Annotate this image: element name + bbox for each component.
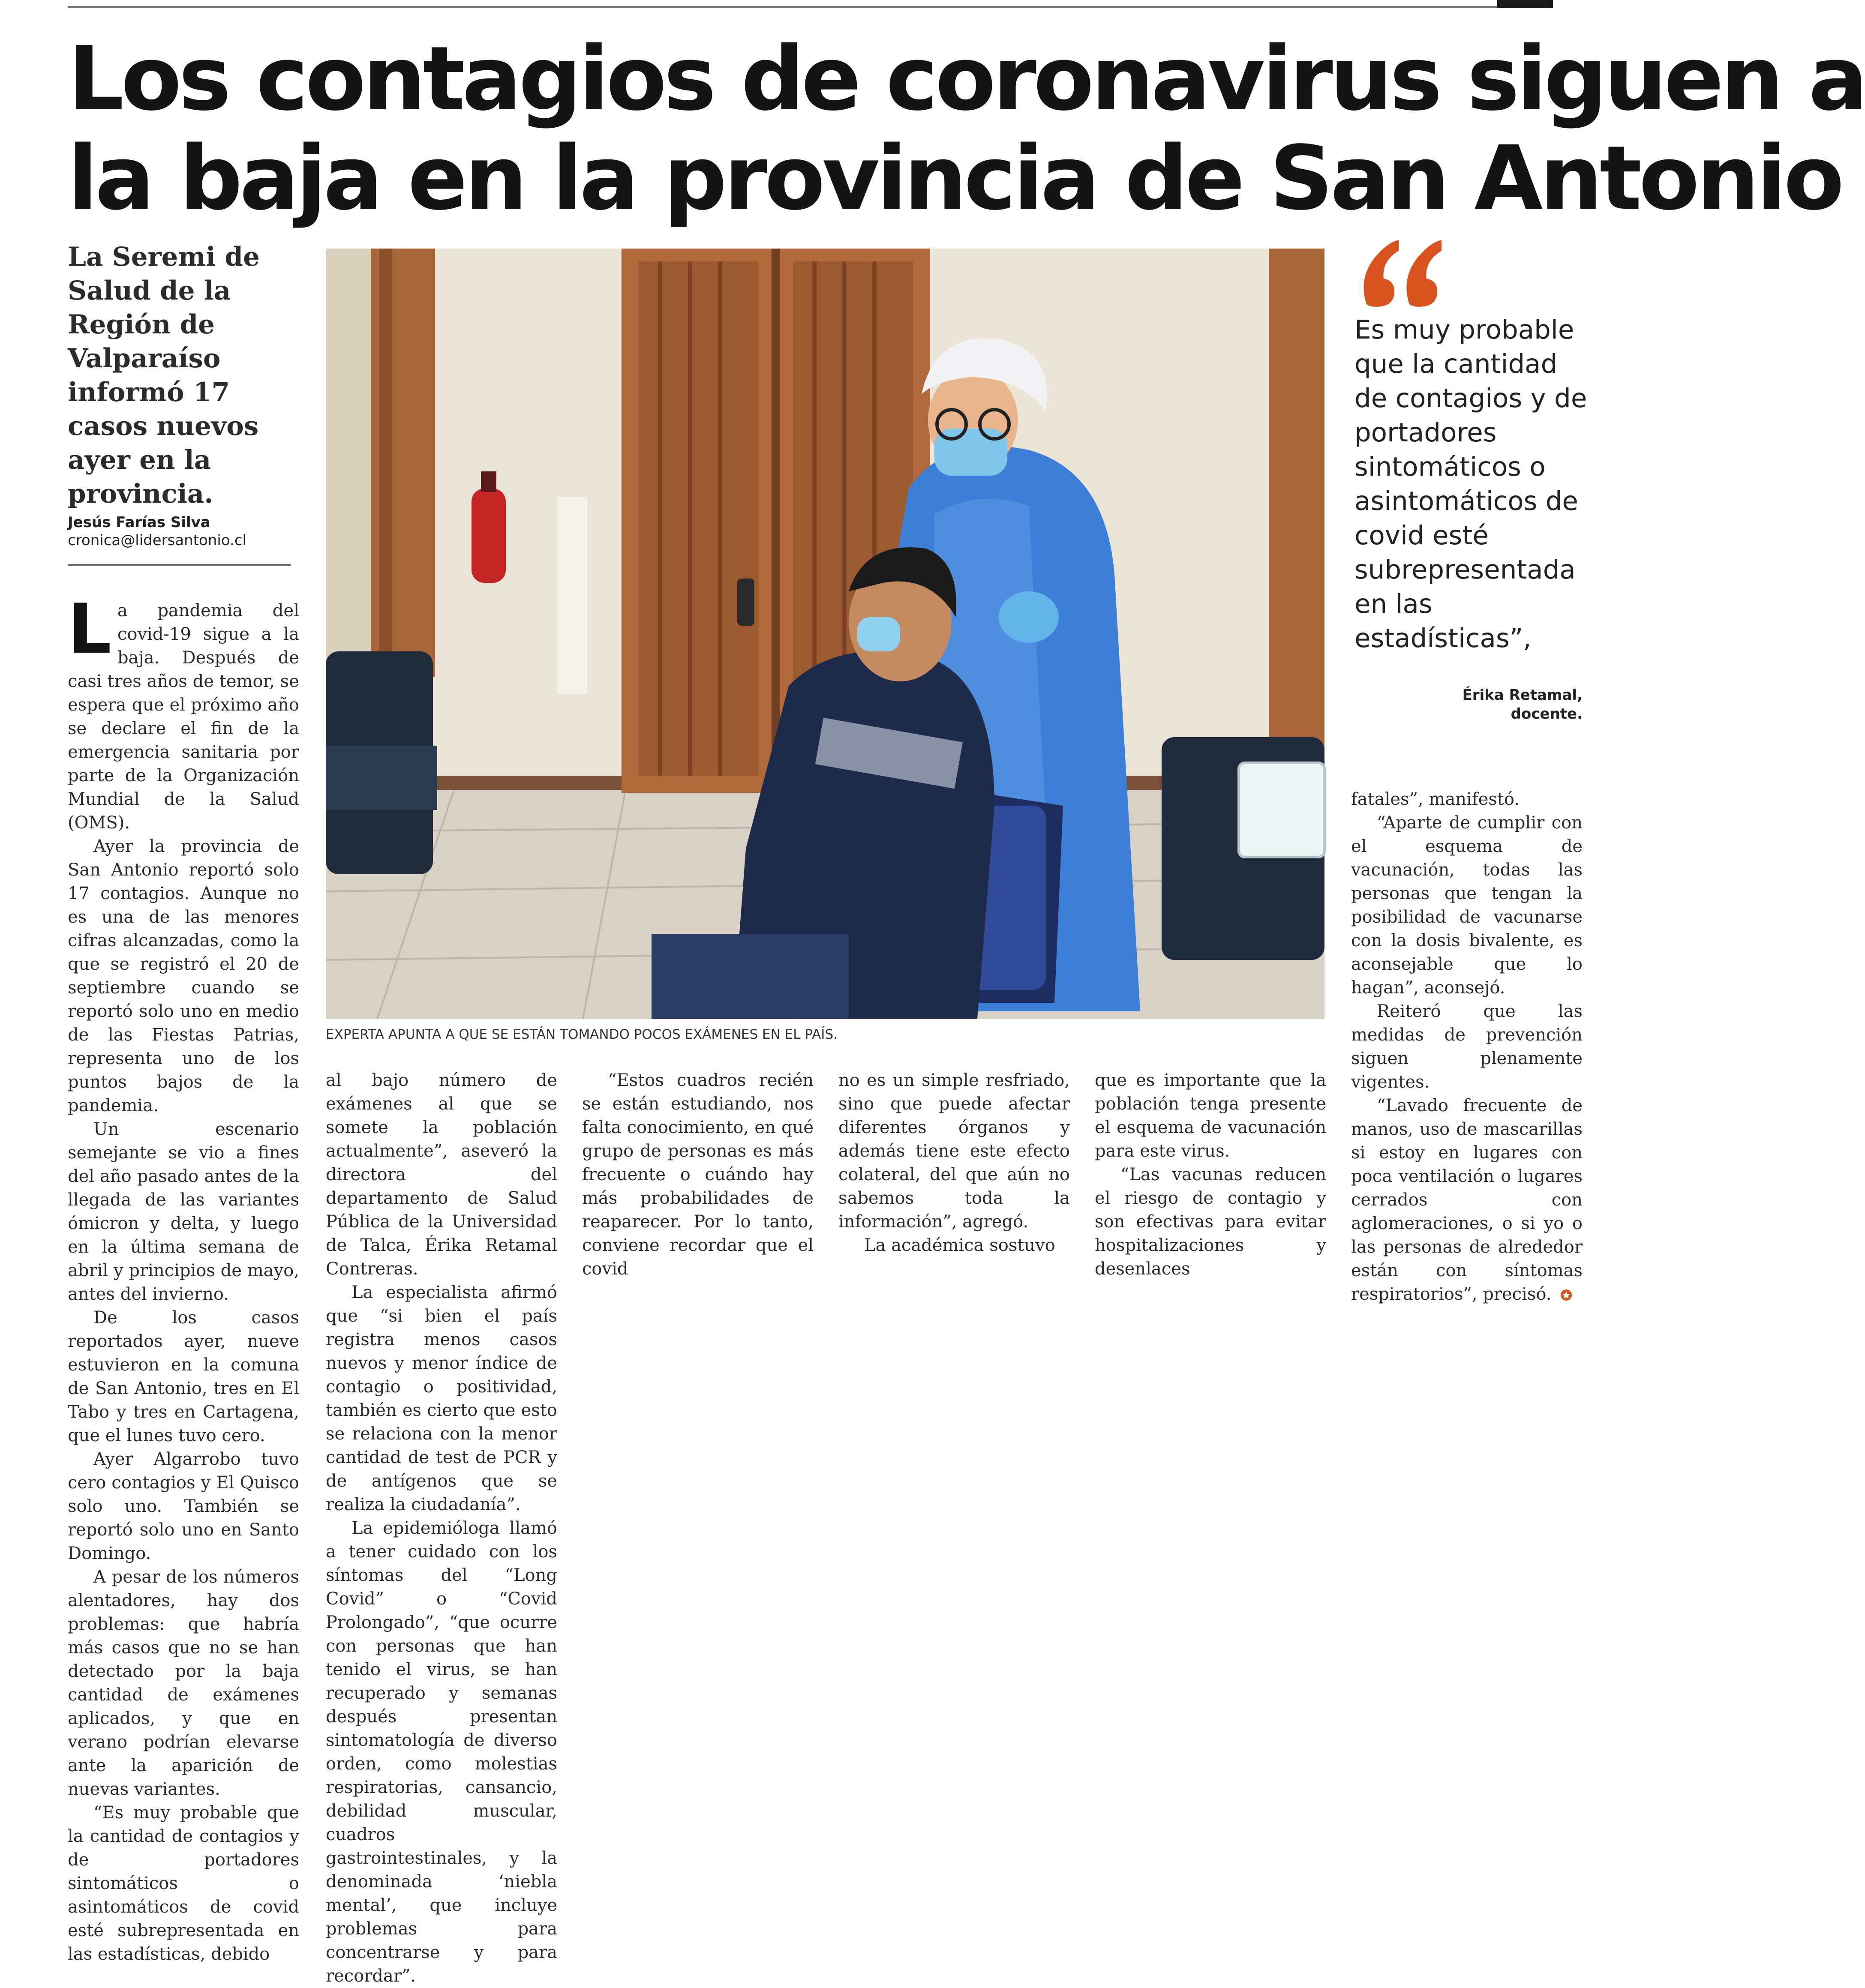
body-paragraph: que es importante que la población tenga presente el esquema de vacunación para este virus. [1095, 1070, 1326, 1161]
pull-quote: Es muy probable que la cantidad de contagios y de portadores sintomáticos o asintomáticos de covid esté subrepresentada en las estadísticas”, [1354, 315, 1587, 654]
headline [68, 27, 1865, 230]
quote-mark-icon [1358, 231, 1444, 313]
body-column-3 [582, 1069, 814, 1281]
body-paragraph: A pesar de los números alentadores, hay dos problemas: que habría más casos que no se han detectado por la baja cantidad de exámenes aplicados, y que en verano podrían elevarse ante la aparición de nuevas variantes. [68, 1567, 299, 1799]
byline [68, 513, 291, 549]
body-column-1 [68, 589, 299, 1966]
author-name: Jesús Farías Silva [68, 514, 210, 531]
body-paragraph-text: a pandemia del covid-19 sigue a la baja. Después de casi tres años de temor, se espera que el próximo año se declare el fin de la emergencia sanitaria por parte de la Organización Mundial de la Salud (OMS). [68, 601, 299, 833]
body-paragraph: Reiteró que las medidas de prevención siguen plenamente vigentes. [1351, 1001, 1583, 1092]
body-column-4 [838, 1069, 1070, 1257]
body-paragraph: “Es muy probable que la cantidad de contagios y de portadores sintomáticos o asintomáticos de covid esté subrepresentada en las estadísticas, debido [68, 1803, 299, 1964]
body-paragraph: no es un simple resfriado, sino que puede afectar diferentes órganos y además tiene este efecto colateral, del que aún no sabemos toda la información”, agregó. [838, 1070, 1070, 1232]
body-paragraph: Ayer la provincia de San Antonio reportó solo 17 contagios. Aunque no es una de las menores cifras alcanzadas, como la que se registró el 20 de septiembre cuando se reportó solo uno en medio de las Fiestas Patrias, representa uno de los puntos bajos de la pandemia. [68, 837, 299, 1115]
photo-caption: EXPERTA APUNTA A QUE SE ESTÁN TOMANDO POCOS EXÁMENES EN EL PAÍS. [326, 1027, 838, 1042]
author-email: cronica@lidersantonio.cl [68, 532, 246, 549]
body-paragraph: fatales”, manifestó. [1351, 789, 1520, 809]
top-section-block [1497, 0, 1553, 8]
top-rule [68, 6, 1497, 8]
body-paragraph: Ayer Algarrobo tuvo cero contagios y El Quisco solo uno. También se reportó solo uno en Santo Domingo. [68, 1449, 299, 1563]
body-paragraph: De los casos reportados ayer, nueve estuvieron en la comuna de San Antonio, tres en El Tabo y tres en Cartagena, que el lunes tuvo cero. [68, 1308, 299, 1445]
headline-line-2: la baja en la provincia de San Antonio [68, 127, 1841, 230]
lead-paragraph: La Seremi de Salud de la Región de Valparaíso informó 17 casos nuevos ayer en la provincia. [68, 242, 260, 509]
body-paragraph: al bajo número de exámenes al que se somete la población actualmente”, aseveró la directora del departamento de Salud Pública de la Universidad de Talca, Érika Retamal Contreras. [326, 1070, 557, 1279]
body-paragraph [68, 589, 299, 835]
byline-rule [68, 564, 291, 566]
body-column-6 [1351, 788, 1583, 1306]
body-paragraph: La epidemióloga llamó a tener cuidado con los síntomas del “Long Covid” o “Covid Prolongado”, “que ocurre con personas que han tenido el virus, se han recuperado y semanas después presentan sintomatología de diverso orden, como molestias respiratorias, cansancio, debilidad muscular, cuadros gastrointestinales, y la denominada ‘niebla mental’, que incluye problemas para concentrarse y para recordar”. [326, 1518, 557, 1986]
quote-author: Érika Retamal, [1462, 687, 1583, 704]
body-paragraph: La especialista afirmó que “si bien el país registra menos casos nuevos y menor índice de contagio o positividad, también es cierto que esto se relaciona con la menor cantidad de test de PCR y de antígenos que se realiza la ciudadanía”. [326, 1283, 557, 1514]
body-column-5 [1095, 1069, 1326, 1281]
drop-cap: L [68, 589, 111, 669]
headline-line-1: Los contagios de coronavirus siguen a [68, 27, 1865, 130]
body-paragraph: “Aparte de cumplir con el esquema de vacunación, todas las personas que tengan la posibilidad de vacunarse con la dosis bivalente, es aconsejable que lo hagan”, aconsejó. [1351, 813, 1583, 998]
body-paragraph: “Estos cuadros recién se están estudiando, nos falta conocimiento, en qué grupo de personas es más frecuente o cuándo hay más probabilidades de reaparecer. Por lo tanto, conviene recordar que el covid [582, 1070, 814, 1279]
article-photo [326, 249, 1324, 1019]
quote-attribution [1354, 686, 1583, 723]
body-paragraph-text: “Lavado frecuente de manos, uso de mascarillas si estoy en lugares con poca ventilación o lugares cerrados con aglomeraciones, o si yo o las personas de alrededor están con síntomas respiratorios”, precisó. [1351, 1096, 1583, 1304]
body-paragraph: Un escenario semejante se vio a fines del año pasado antes de la llegada de las variantes ómicron y delta, y luego en la última semana de abril y principios de mayo, antes del invierno. [68, 1119, 299, 1304]
end-mark-icon [1560, 1289, 1573, 1301]
body-paragraph [1351, 1094, 1583, 1306]
quote-role: docente. [1511, 705, 1583, 723]
body-column-2 [326, 1069, 557, 1988]
body-paragraph: La académica sostuvo [864, 1235, 1055, 1255]
body-paragraph: “Las vacunas reducen el riesgo de contagio y son efectivas para evitar hospitalizaciones y desenlaces [1095, 1165, 1326, 1279]
